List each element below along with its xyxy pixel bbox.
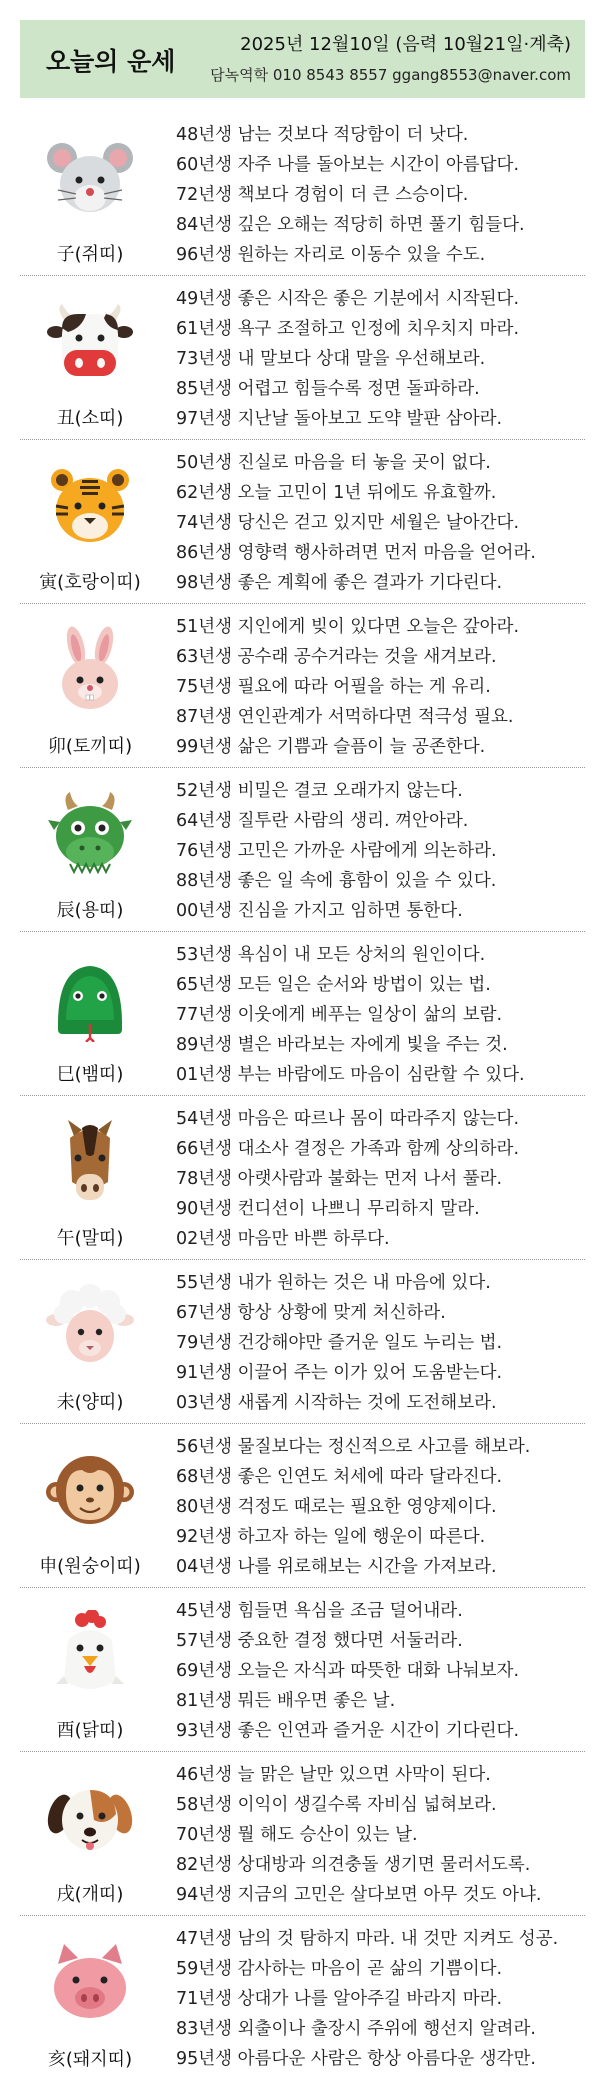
fortune-lines [176,940,585,1090]
zodiac-entry-pig [20,1916,585,2080]
fortune-line: 97년생 지난날 돌아보고 도약 발판 삼아라. [176,409,503,429]
fortune-line: 78년생 아랫사람과 불화는 먼저 나서 풀라. [176,1169,503,1189]
fortune-line: 71년생 상대가 나를 알아주길 바라지 마라. [176,1989,503,2009]
rooster-icon [46,1610,134,1698]
fortune-line: 01년생 부는 바람에도 마음이 심란할 수 있다. [176,1065,525,1085]
fortune-line: 72년생 책보다 경험이 더 큰 스승이다. [176,185,469,205]
dragon-icon [46,790,134,878]
fortune-lines [176,284,585,434]
zodiac-label: 卯(토끼띠) [47,736,133,757]
zodiac-entry-rat [20,112,585,276]
fortune-line: 63년생 공수래 공수거라는 것을 새겨보라. [176,647,497,667]
fortune-line: 02년생 마음만 바쁜 하루다. [176,1229,390,1249]
fortune-line: 99년생 삶은 기쁨과 슬픔이 늘 공존한다. [176,737,486,757]
fortune-line: 83년생 외출이나 출장시 주위에 행선지 알려라. [176,2019,536,2039]
fortune-line: 56년생 물질보다는 정신적으로 사고를 해보라. [176,1437,531,1457]
fortune-line: 00년생 진심을 가지고 임하면 통한다. [176,901,463,921]
fortune-lines [176,448,585,598]
zodiac-entry-tiger [20,440,585,604]
fortune-lines [176,120,585,270]
fortune-line: 52년생 비밀은 결코 오래가지 않는다. [176,781,463,801]
fortune-line: 45년생 힘들면 욕심을 조금 덜어내라. [176,1601,463,1621]
fortune-line: 89년생 별은 바라보는 자에게 빛을 주는 것. [176,1035,508,1055]
page-title: 오늘의 운세 [46,47,176,76]
fortune-line: 79년생 건강해야만 즐거운 일도 누리는 법. [176,1333,503,1353]
zodiac-entry-rooster [20,1588,585,1752]
fortune-line: 61년생 욕구 조절하고 인정에 치우치지 마라. [176,319,520,339]
date-line: 2025년 12월10일 (음력 10월21일·계축) [240,34,571,55]
zodiac-label: 子(쥐띠) [56,244,124,265]
snake-icon [46,954,134,1042]
fortune-line: 86년생 영향력 행사하려면 먼저 마음을 얻어라. [176,543,536,563]
fortune-line: 69년생 오늘은 자식과 따뜻한 대화 나눠보자. [176,1661,520,1681]
fortune-line: 58년생 이익이 생길수록 자비심 넓혀보라. [176,1795,497,1815]
tiger-icon [46,462,134,550]
fortune-lines [176,1760,585,1910]
fortune-line: 54년생 마음은 따르나 몸이 따라주지 않는다. [176,1109,520,1129]
zodiac-label: 未(양띠) [56,1392,124,1413]
pig-icon [46,1938,134,2026]
fortune-line: 92년생 하고자 하는 일에 행운이 따른다. [176,1527,486,1547]
fortune-line: 68년생 좋은 인연도 처세에 따라 달라진다. [176,1467,503,1487]
fortune-line: 48년생 남는 것보다 적당함이 더 낫다. [176,125,469,145]
fortune-line: 03년생 새롭게 시작하는 것에 도전해보라. [176,1393,497,1413]
zodiac-label: 午(말띠) [56,1228,124,1249]
fortune-line: 76년생 고민은 가까운 사람에게 의논하라. [176,841,497,861]
fortune-lines [176,776,585,926]
fortune-lines [176,1432,585,1582]
fortune-line: 66년생 대소사 결정은 가족과 함께 상의하라. [176,1139,520,1159]
fortune-line: 55년생 내가 원하는 것은 내 마음에 있다. [176,1273,491,1293]
fortune-line: 93년생 좋은 인연과 즐거운 시간이 기다린다. [176,1721,520,1741]
fortune-line: 81년생 뭐든 배우면 좋은 날. [176,1691,396,1711]
fortune-line: 85년생 어렵고 힘들수록 정면 돌파하라. [176,379,480,399]
rat-icon [46,134,134,222]
sheep-icon [46,1282,134,1370]
fortune-line: 50년생 진실로 마음을 터 놓을 곳이 없다. [176,453,491,473]
zodiac-entry-dragon [20,768,585,932]
zodiac-entry-rabbit [20,604,585,768]
zodiac-list [20,112,585,2080]
zodiac-label: 戌(개띠) [56,1884,124,1905]
fortune-line: 70년생 뭘 해도 승산이 있는 날. [176,1825,418,1845]
fortune-line: 47년생 남의 것 탐하지 마라. 내 것만 지켜도 성공. [176,1929,559,1949]
fortune-line: 51년생 지인에게 빚이 있다면 오늘은 갚아라. [176,617,520,637]
fortune-line: 96년생 원하는 자리로 이동수 있을 수도. [176,245,486,265]
zodiac-label: 申(원숭이띠) [39,1556,141,1577]
zodiac-label: 寅(호랑이띠) [39,572,141,593]
fortune-line: 82년생 상대방과 의견충돌 생기면 물러서도록. [176,1855,531,1875]
zodiac-entry-ox [20,276,585,440]
fortune-line: 62년생 오늘 고민이 1년 뒤에도 유효할까. [176,483,497,503]
fortune-line: 49년생 좋은 시작은 좋은 기분에서 시작된다. [176,289,520,309]
fortune-line: 94년생 지금의 고민은 살다보면 아무 것도 아냐. [176,1885,542,1905]
zodiac-entry-dog [20,1752,585,1916]
fortune-line: 75년생 필요에 따라 어필을 하는 게 유리. [176,677,491,697]
zodiac-entry-sheep [20,1260,585,1424]
fortune-line: 65년생 모든 일은 순서와 방법이 있는 법. [176,975,491,995]
fortune-line: 60년생 자주 나를 돌아보는 시간이 아름답다. [176,155,520,175]
fortune-line: 73년생 내 말보다 상대 말을 우선해보라. [176,349,486,369]
ox-icon [46,298,134,386]
zodiac-label: 亥(돼지띠) [47,2049,133,2070]
fortune-line: 98년생 좋은 계획에 좋은 결과가 기다린다. [176,573,503,593]
fortune-line: 84년생 깊은 오해는 적당히 하면 풀기 힘들다. [176,215,525,235]
fortune-lines [176,1104,585,1254]
fortune-line: 46년생 늘 맑은 날만 있으면 사막이 된다. [176,1765,491,1785]
fortune-line: 59년생 감사하는 마음이 곧 삶의 기쁨이다. [176,1959,503,1979]
fortune-line: 57년생 중요한 결정 했다면 서둘러라. [176,1631,463,1651]
monkey-icon [46,1446,134,1534]
zodiac-entry-horse [20,1096,585,1260]
dog-icon [46,1774,134,1862]
fortune-lines [176,1268,585,1418]
fortune-lines [176,1596,585,1746]
fortune-line: 67년생 항상 상황에 맞게 처신하라. [176,1303,446,1323]
zodiac-label: 巳(뱀띠) [56,1064,124,1085]
fortune-line: 64년생 질투란 사람의 생리. 껴안아라. [176,811,469,831]
fortune-lines [176,1924,585,2074]
fortune-line: 53년생 욕심이 내 모든 상처의 원인이다. [176,945,486,965]
fortune-line: 80년생 걱정도 때로는 필요한 영양제이다. [176,1497,497,1517]
fortune-line: 74년생 당신은 걷고 있지만 세월은 날아간다. [176,513,520,533]
fortune-line: 88년생 좋은 일 속에 흉함이 있을 수 있다. [176,871,497,891]
contact-line: 담녹역학 010 8543 8557 ggang8553@naver.com [210,66,571,84]
zodiac-entry-snake [20,932,585,1096]
header-banner [20,20,585,98]
horse-icon [46,1118,134,1206]
fortune-line: 95년생 아름다운 사람은 항상 아름다운 생각만. [176,2049,536,2069]
fortune-line: 87년생 연인관계가 서먹하다면 적극성 필요. [176,707,514,727]
fortune-line: 77년생 이웃에게 베푸는 일상이 삶의 보람. [176,1005,503,1025]
fortune-line: 90년생 컨디션이 나쁘니 무리하지 말라. [176,1199,480,1219]
zodiac-label: 辰(용띠) [56,900,124,921]
fortune-lines [176,612,585,762]
fortune-line: 04년생 나를 위로해보는 시간을 가져보라. [176,1557,497,1577]
zodiac-entry-monkey [20,1424,585,1588]
zodiac-label: 丑(소띠) [56,408,124,429]
rabbit-icon [46,626,134,714]
zodiac-label: 酉(닭띠) [56,1720,124,1741]
fortune-line: 91년생 이끌어 주는 이가 있어 도움받는다. [176,1363,503,1383]
